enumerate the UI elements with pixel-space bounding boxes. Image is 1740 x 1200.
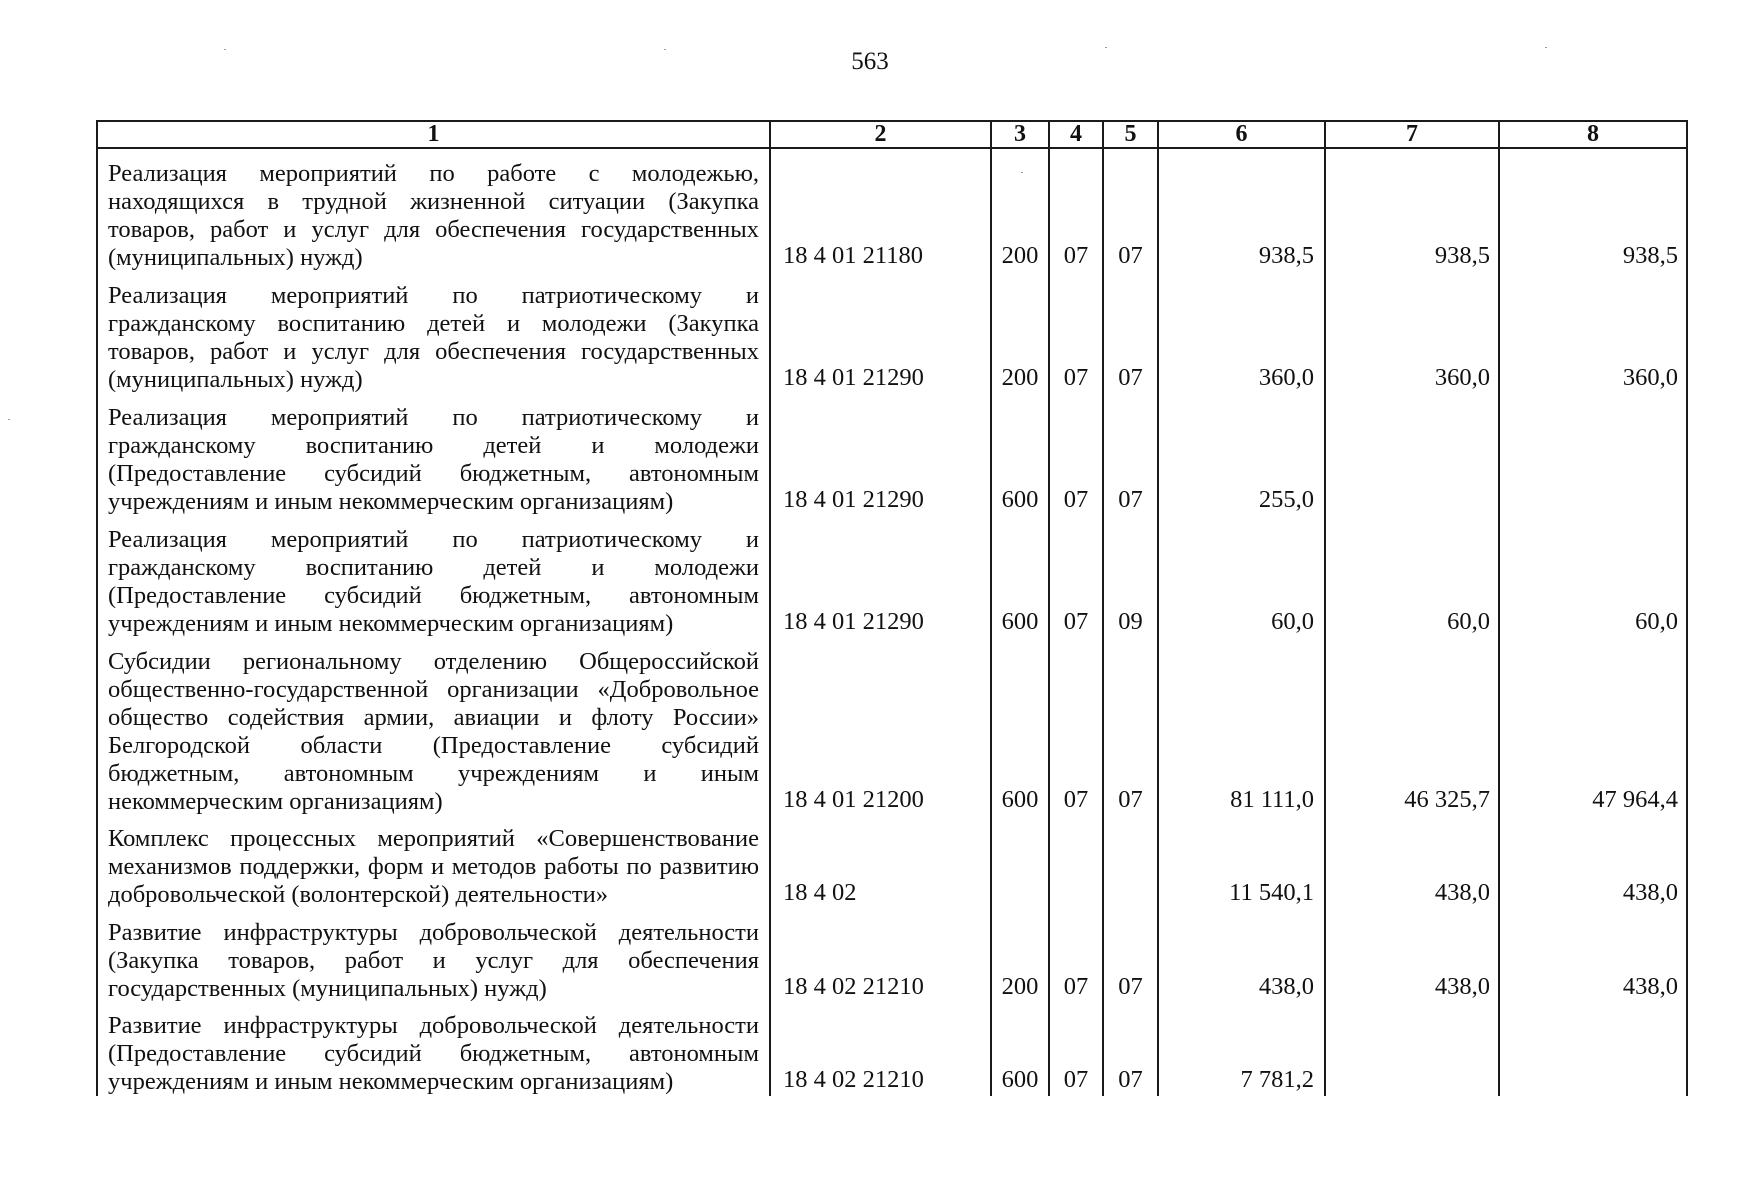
target-article-code: 18 4 01 21200 [783,786,924,813]
column-header: 5 [1103,121,1158,148]
subsection-code: 07 [1118,364,1143,391]
row-description: Реализация мероприятий по патриотическому и гражданскому воспитанию детей и молодежи (Предоставление субсидий бюджетным, автономным учреждениям и иным некоммерческим организациям) [97,394,770,516]
amount-col7: 46 325,7 [1404,786,1490,813]
table-row [97,1003,1687,1096]
subsection-code: 07 [1118,1066,1143,1093]
amount-col7: 938,5 [1434,242,1490,269]
column-header: 2 [770,121,991,148]
row-description: Комплекс процессных мероприятий «Совершенствование механизмов поддержки, форм и методов работы по развитию добровольческой (волонтерской) деятельности» [97,816,770,909]
section-code: 07 [1063,786,1089,813]
section-code: 07 [1063,364,1089,391]
subsection-code: 07 [1118,786,1143,813]
row-description: Развитие инфраструктуры добровольческой деятельности (Предоставление субсидий бюджетным, автономным учреждениям и иным некоммерческим организациям) [97,1003,770,1096]
amount-col6: 255,0 [1258,486,1314,513]
row-description: Развитие инфраструктуры добровольческой деятельности (Закупка товаров, работ и услуг для обеспечения государственных (муниципальных) нужд) [97,909,770,1003]
amount-col7 [1334,1094,1490,1096]
section-code: 07 [1063,973,1089,1000]
amount-col6: 11 540,1 [1229,879,1314,906]
amount-col8: 938,5 [1622,242,1678,269]
table-header-row [97,121,1687,148]
amount-col7: 438,0 [1434,973,1490,1000]
row-description: Субсидии региональному отделению Общероссийской общественно-государственной организации «Добровольное общество содействия армии, авиации и флоту России» Белгородской области (Предоставление субсидий бюджетным, автономным учреждениям и иным некоммерческим организациям) [97,638,770,816]
target-article-code: 18 4 01 21180 [783,242,923,269]
amount-col6: 81 111,0 [1230,786,1314,813]
column-header: 1 [97,121,770,148]
expense-type-code: 600 [1001,608,1039,635]
amount-col6: 60,0 [1271,608,1314,635]
amount-col8: 60,0 [1635,608,1678,635]
target-article-code: 18 4 02 21210 [783,1066,924,1093]
scan-speck [224,49,226,50]
table-row [97,272,1687,394]
scan-speck [1105,47,1107,48]
column-header: 4 [1049,121,1103,148]
amount-col7: 360,0 [1434,364,1490,391]
amount-col7: 60,0 [1447,608,1490,635]
expense-type-code: 600 [1001,786,1039,813]
column-header: 6 [1158,121,1325,148]
column-header: 7 [1325,121,1499,148]
row-description: Реализация мероприятий по патриотическому и гражданскому воспитанию детей и молодежи (Закупка товаров, работ и услуг для обеспечения государственных (муниципальных) нужд) [97,272,770,394]
row-description: Реализация мероприятий по патриотическому и гражданскому воспитанию детей и молодежи (Предоставление субсидий бюджетным, автономным учреждениям и иным некоммерческим организациям) [97,516,770,638]
target-article-code: 18 4 01 21290 [783,608,924,635]
table-row [97,394,1687,516]
subsection-code: 07 [1118,973,1143,1000]
scan-speck [1545,47,1547,48]
target-article-code: 18 4 02 [783,879,857,906]
table-row [97,148,1687,272]
table-row [97,816,1687,909]
target-article-code: 18 4 01 21290 [783,364,924,391]
expense-type-code: 200 [1001,973,1039,1000]
subsection-code: 07 [1118,242,1143,269]
table-row [97,516,1687,638]
amount-col8: 438,0 [1622,973,1678,1000]
amount-col6: 7 781,2 [1240,1066,1314,1093]
column-header: 8 [1499,121,1687,148]
row-description: Реализация мероприятий по работе с молодежью, находящихся в трудной жизненной ситуации (Закупка товаров, работ и услуг для обеспечения государственных (муниципальных) нужд) [97,148,770,272]
expense-type-code: 200 [1001,242,1039,269]
section-code: 07 [1063,608,1089,635]
expense-type-code: 600 [1001,1066,1039,1093]
amount-col8: 360,0 [1622,364,1678,391]
column-header: 3 [991,121,1049,148]
target-article-code: 18 4 02 21210 [783,973,924,1000]
table-row [97,638,1687,816]
expense-type-code: 200 [1001,364,1039,391]
amount-col8: 47 964,4 [1592,786,1678,813]
section-code: 07 [1063,242,1089,269]
section-code: 07 [1063,486,1089,513]
scan-speck [8,419,10,420]
amount-col6: 938,5 [1258,242,1314,269]
expense-type-code: 600 [1001,486,1039,513]
amount-col7: 438,0 [1434,879,1490,906]
subsection-code: 09 [1118,608,1143,635]
amount-col8 [1508,1094,1678,1096]
subsection-code: 07 [1118,486,1143,513]
target-article-code: 18 4 01 21290 [783,486,924,513]
section-code: 07 [1063,1066,1089,1093]
scan-speck [664,49,666,50]
page-number: 563 [851,48,889,75]
table-row [97,909,1687,1003]
amount-col6: 438,0 [1258,973,1314,1000]
budget-table [96,120,1688,1096]
amount-col6: 360,0 [1258,364,1314,391]
amount-col8: 438,0 [1622,879,1678,906]
